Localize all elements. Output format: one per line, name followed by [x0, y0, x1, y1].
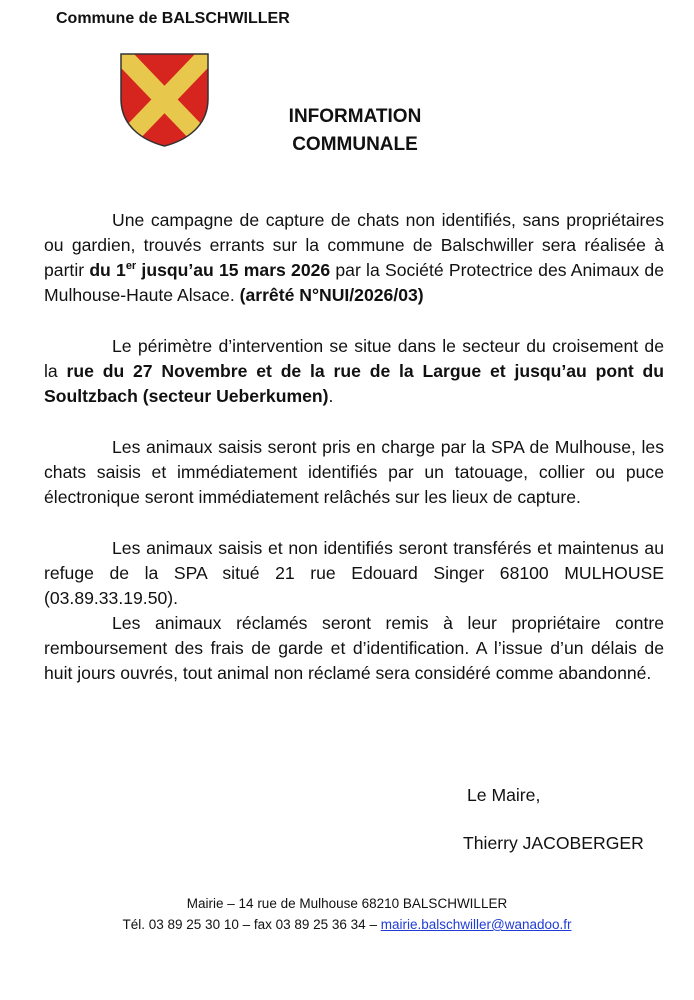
- footer-address: Mairie – 14 rue de Mulhouse 68210 BALSCHWILLER: [186, 896, 508, 911]
- title-line-1: INFORMATION: [288, 106, 422, 127]
- decree-reference: (arrêté N°NUI/2026/03): [239, 285, 424, 305]
- footer-phone-fax: Tél. 03 89 25 30 10 – fax 03 89 25 36 34 –: [122, 917, 381, 932]
- footer-contact: [0, 917, 694, 932]
- perimeter-streets: rue du 27 Novembre et de la rue de la Largue et jusqu’au pont du Soultzbach (secteur Ueberkumen): [44, 361, 664, 406]
- notice-body: [44, 208, 664, 686]
- document-title: [250, 103, 460, 159]
- date-start: du 1: [89, 260, 126, 280]
- title-line-2: COMMUNALE: [292, 134, 418, 155]
- commune-name: Commune de BALSCHWILLER: [56, 10, 290, 27]
- campaign-org: par la Société Protectrice des Animaux de Mulhouse-Haute Alsace.: [44, 260, 664, 305]
- paragraph-perimeter: [44, 334, 664, 409]
- paragraph-campaign: [44, 208, 664, 308]
- date-sup: er: [125, 260, 137, 273]
- paragraph-handling: Les animaux saisis seront pris en charge par la SPA de Mulhouse, les chats saisis et immédiatement identifiés par un tatouage, collier ou puce électronique seront immédiatement relâchés sur les lieux de capture.: [44, 437, 664, 507]
- paragraph-claim: Les animaux réclamés seront remis à leur propriétaire contre remboursement des frais de garde et d’identification. A l’issue d’un délais de huit jours ouvrés, tout animal non réclamé sera considéré comme abandonné.: [44, 613, 664, 683]
- campaign-text: Une campagne de capture de chats non identifiés, sans propriétaires ou gardien, trouvés errants sur la commune de Balschwiller sera réalisée à partir: [44, 210, 664, 280]
- coat-of-arms-icon: [118, 51, 211, 148]
- signature-name: Thierry JACOBERGER: [463, 833, 644, 853]
- signature-role: Le Maire,: [467, 785, 541, 805]
- date-end: jusqu’au 15 mars 2026: [136, 260, 331, 280]
- footer-email-link[interactable]: mairie.balschwiller@wanadoo.fr: [380, 917, 572, 932]
- perimeter-end: .: [328, 386, 334, 406]
- paragraph-shelter: Les animaux saisis et non identifiés seront transférés et maintenus au refuge de la SPA situé 21 rue Edouard Singer 68100 MULHOUSE (03.89.33.19.50).: [44, 538, 664, 608]
- perimeter-text: Le périmètre d’intervention se situe dans le secteur du croisement de la: [44, 336, 664, 381]
- campaign-dates: [89, 260, 330, 280]
